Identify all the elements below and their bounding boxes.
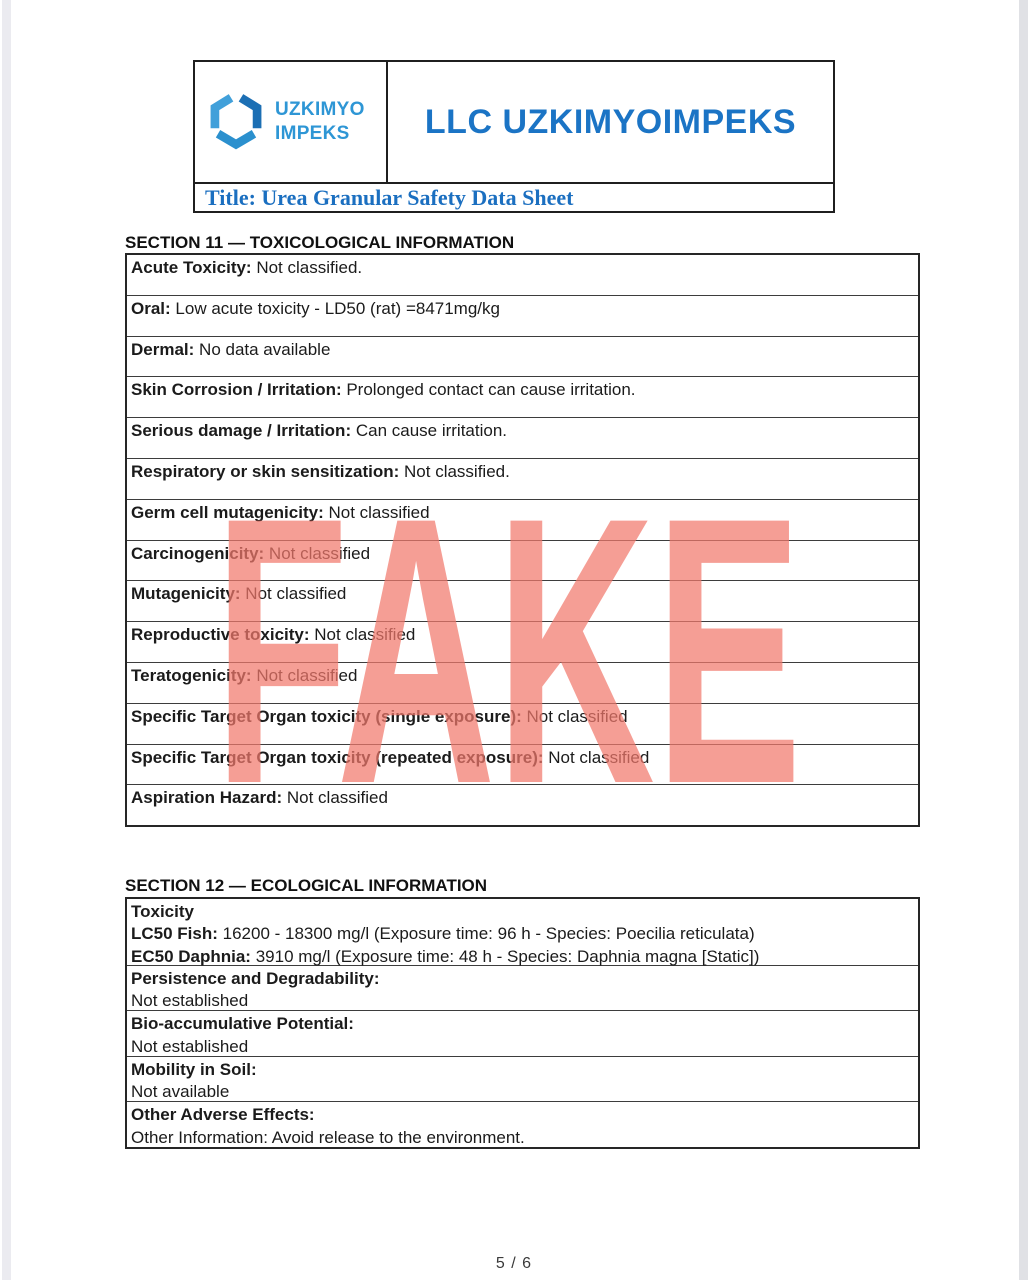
row-value: Not established xyxy=(131,1036,249,1056)
row-value: 3910 mg/l (Exposure time: 48 h - Species: Daphnia magna [Static]) xyxy=(250,946,760,966)
row-value: Low acute toxicity - LD50 (rat) =8471mg/kg xyxy=(170,298,500,318)
table-row xyxy=(127,458,918,499)
row-value: Not classified. xyxy=(399,461,510,481)
document-header xyxy=(193,60,835,213)
fake-watermark-text: FAKE xyxy=(214,500,802,792)
table-row xyxy=(127,1101,918,1146)
row-value: Not classified xyxy=(251,665,358,685)
row-value: Not classified xyxy=(240,584,347,604)
header-main-row xyxy=(195,62,833,184)
row-label: Mutagenicity: xyxy=(131,584,241,604)
row-label: Specific Target Organ toxicity (repeated exposure): xyxy=(131,747,544,767)
table-row xyxy=(127,621,918,662)
table-row xyxy=(127,255,918,295)
row-label: Teratogenicity: xyxy=(131,665,252,685)
table-row xyxy=(127,784,918,825)
table-row xyxy=(127,703,918,744)
row-label: Reproductive toxicity: xyxy=(131,625,310,645)
row-value: Not classified xyxy=(264,543,371,563)
row-value: 16200 - 18300 mg/l (Exposure time: 96 h - Species: Poecilia reticulata) xyxy=(217,924,755,944)
section11-heading: SECTION 11 — TOXICOLOGICAL INFORMATION xyxy=(125,233,515,252)
row-value: Not classified xyxy=(309,625,416,645)
row-line xyxy=(131,1104,912,1126)
row-label: Mobility in Soil: xyxy=(131,1059,257,1079)
row-value: Prolonged contact can cause irritation. xyxy=(341,380,636,400)
table-row xyxy=(127,662,918,703)
row-line xyxy=(131,1127,912,1149)
row-value: Not classified xyxy=(521,706,628,726)
company-name-cell xyxy=(388,62,833,182)
row-line xyxy=(131,901,912,923)
row-label: Oral: xyxy=(131,298,171,318)
row-label: Dermal: xyxy=(131,339,195,359)
table-row xyxy=(127,965,918,1010)
logo-wordmark xyxy=(275,98,365,146)
row-value: No data available xyxy=(194,339,331,359)
row-label: Bio-accumulative Potential: xyxy=(131,1014,354,1034)
logo-wordmark-line2: IMPEKS xyxy=(275,123,350,144)
table-row xyxy=(127,376,918,417)
photo-edge-right xyxy=(1019,0,1028,1280)
row-value: Not classified xyxy=(323,502,430,522)
row-value: Not classified xyxy=(543,747,650,767)
uzkimyoimpeks-logo-icon xyxy=(205,89,267,155)
table-row xyxy=(127,499,918,540)
table-row xyxy=(127,295,918,336)
row-label: Specific Target Organ toxicity (single exposure): xyxy=(131,706,522,726)
row-value: Not available xyxy=(131,1082,230,1102)
table-row xyxy=(127,1056,918,1101)
logo-wordmark-line1: UZKIMYO xyxy=(275,99,365,120)
row-label: Other Adverse Effects: xyxy=(131,1105,315,1125)
section11-table xyxy=(125,253,920,827)
row-value: Not classified. xyxy=(251,258,363,277)
section12-table xyxy=(125,897,920,1149)
row-value: Not classified xyxy=(282,788,388,808)
row-label: Aspiration Hazard: xyxy=(131,788,283,808)
row-label: EC50 Daphnia: xyxy=(131,946,251,966)
row-line xyxy=(131,1013,912,1035)
photo-edge-left xyxy=(2,0,11,1280)
table-row xyxy=(127,417,918,458)
row-label: Serious damage / Irritation: xyxy=(131,421,352,441)
row-label: Persistence and Degradability: xyxy=(131,969,380,988)
page-number: 5 / 6 xyxy=(495,1255,533,1272)
document-title: Title: Urea Granular Safety Data Sheet xyxy=(205,185,574,210)
row-value: Other Information: Avoid release to the environment. xyxy=(131,1127,525,1147)
company-name: LLC UZKIMYOIMPEKS xyxy=(424,102,797,141)
row-label: Acute Toxicity: xyxy=(131,258,252,277)
row-value: Can cause irritation. xyxy=(351,421,508,441)
table-row xyxy=(127,744,918,785)
row-label: Carcinogenicity: xyxy=(131,543,265,563)
table-row xyxy=(127,336,918,377)
table-row xyxy=(127,1010,918,1055)
section12-heading: SECTION 12 — ECOLOGICAL INFORMATION xyxy=(125,876,488,895)
table-row xyxy=(127,540,918,581)
row-line xyxy=(131,1059,912,1081)
table-row xyxy=(127,580,918,621)
row-label: Toxicity xyxy=(131,902,194,921)
logo-cell xyxy=(195,62,388,182)
row-label: LC50 Fish: xyxy=(131,924,218,944)
row-line xyxy=(131,968,912,990)
row-value: Not established xyxy=(131,991,249,1011)
row-label: Germ cell mutagenicity: xyxy=(131,502,324,522)
row-label: Respiratory or skin sensitization: xyxy=(131,461,400,481)
row-label: Skin Corrosion / Irritation: xyxy=(131,380,342,400)
table-row xyxy=(127,899,918,965)
row-line xyxy=(131,923,912,945)
